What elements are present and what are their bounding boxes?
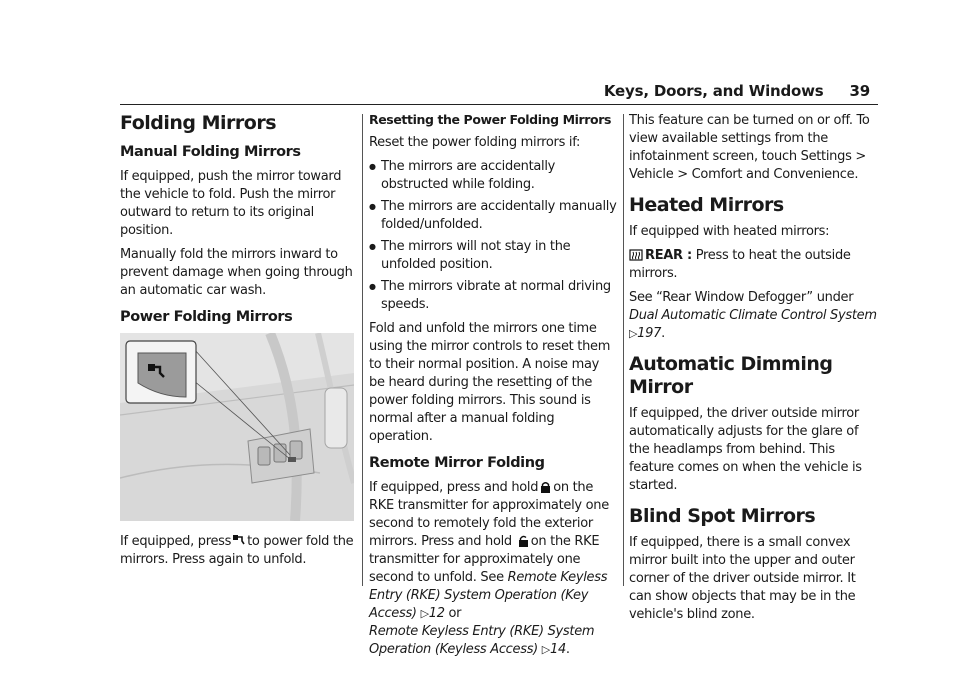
see-defogger-text xyxy=(629,289,877,343)
period: . xyxy=(565,642,570,657)
rear-text: Press to heat the outside mirrors. xyxy=(629,248,851,281)
header-rule xyxy=(120,104,878,105)
column-2 xyxy=(369,112,617,665)
rear-defog-text xyxy=(629,247,877,283)
climate-ref-page[interactable]: 197 xyxy=(637,326,662,341)
mirror-fold-icon xyxy=(233,535,245,547)
page-ref-icon: ▷ xyxy=(629,327,638,340)
list-item: ● The mirrors are accidentally obstructed while folding. xyxy=(369,158,617,194)
running-header xyxy=(604,82,870,100)
column-1 xyxy=(120,112,356,575)
heated-mirrors-heading: Heated Mirrors xyxy=(629,194,784,216)
rear-label: REAR : xyxy=(645,248,692,263)
settings-text: This feature can be turned on or off. To view available settings from the infotainment screen, touch Settings > Vehicle > Comfort and Convenience. xyxy=(629,113,870,182)
see-text: See “Rear Window Defogger” under xyxy=(629,290,854,305)
ref1-page[interactable]: 12 xyxy=(428,606,445,621)
column-3 xyxy=(629,112,877,630)
blind-spot-heading: Blind Spot Mirrors xyxy=(629,505,816,527)
remote-folding-text xyxy=(369,479,617,659)
period: . xyxy=(661,326,665,341)
power-folding-text xyxy=(120,533,356,569)
manual-folding-heading: Manual Folding Mirrors xyxy=(120,144,301,160)
resetting-heading: Resetting the Power Folding Mirrors xyxy=(369,112,612,127)
column-divider xyxy=(623,114,624,586)
resetting-intro: Reset the power folding mirrors if: xyxy=(369,135,581,150)
resetting-conditions-list xyxy=(369,158,617,314)
remote-text-a: If equipped, press and hold xyxy=(369,480,539,495)
lock-icon xyxy=(540,481,551,493)
list-item: ● The mirrors vibrate at normal driving speeds. xyxy=(369,278,617,314)
list-item: ● The mirrors will not stay in the unfolded position. xyxy=(369,238,617,274)
or-text: or xyxy=(448,606,462,621)
power-folding-text-a: If equipped, press xyxy=(120,534,232,549)
rke-key-access-ref[interactable]: Remote Keyless Entry (RKE) System Operation (Key Access) xyxy=(369,570,608,621)
door-switch-illustration xyxy=(120,333,354,521)
rear-defog-icon xyxy=(629,249,643,261)
power-folding-text-b: to power fold the mirrors. Press again to unfold. xyxy=(120,534,354,567)
resetting-text: Fold and unfold the mirrors one time using the mirror controls to reset them to their normal position. A noise may be heard during the resetting of the power folding mirrors. This sound is normal after a manual folding operation. xyxy=(369,321,611,444)
page-ref-icon: ▷ xyxy=(541,643,550,656)
page-number: 39 xyxy=(849,82,870,100)
section-title: Keys, Doors, and Windows xyxy=(603,82,824,100)
power-folding-heading: Power Folding Mirrors xyxy=(120,309,293,325)
unlock-icon xyxy=(518,535,529,547)
column-divider xyxy=(362,114,363,586)
list-item: ● The mirrors are accidentally manually folded/unfolded. xyxy=(369,198,617,234)
manual-folding-text-1: If equipped, push the mirror toward the vehicle to fold. Push the mirror outward to return to its original position. xyxy=(120,169,342,238)
page-ref-icon: ▷ xyxy=(420,607,429,620)
remote-text-c: on the RKE transmitter for approximately one second to unfold. See xyxy=(369,534,600,585)
folding-mirrors-title: Folding Mirrors xyxy=(120,112,277,134)
ref2-page[interactable]: 14 xyxy=(549,642,566,657)
auto-dimming-heading: Automatic Dimming Mirror xyxy=(629,353,833,398)
manual-folding-text-2: Manually fold the mirrors inward to prevent damage when going through an automatic car wash. xyxy=(120,247,353,298)
remote-text-b: on the RKE transmitter for approximately one second to remotely fold the exterior mirrors. Press and hold xyxy=(369,480,609,549)
auto-dimming-text: If equipped, the driver outside mirror automatically adjusts for the glare of the headlamps from behind. This feature comes on when the vehicle is started. xyxy=(629,406,862,493)
rke-keyless-access-ref[interactable]: Remote Keyless Entry (RKE) System Operation (Keyless Access) xyxy=(369,624,595,657)
heated-intro: If equipped with heated mirrors: xyxy=(629,224,830,239)
blind-spot-text: If equipped, there is a small convex mirror built into the upper and outer corner of the driver outside mirror. It can show objects that may be in the vehicle's blind zone. xyxy=(629,535,856,622)
remote-folding-heading: Remote Mirror Folding xyxy=(369,455,545,471)
climate-control-ref[interactable]: Dual Automatic Climate Control System xyxy=(629,308,877,323)
